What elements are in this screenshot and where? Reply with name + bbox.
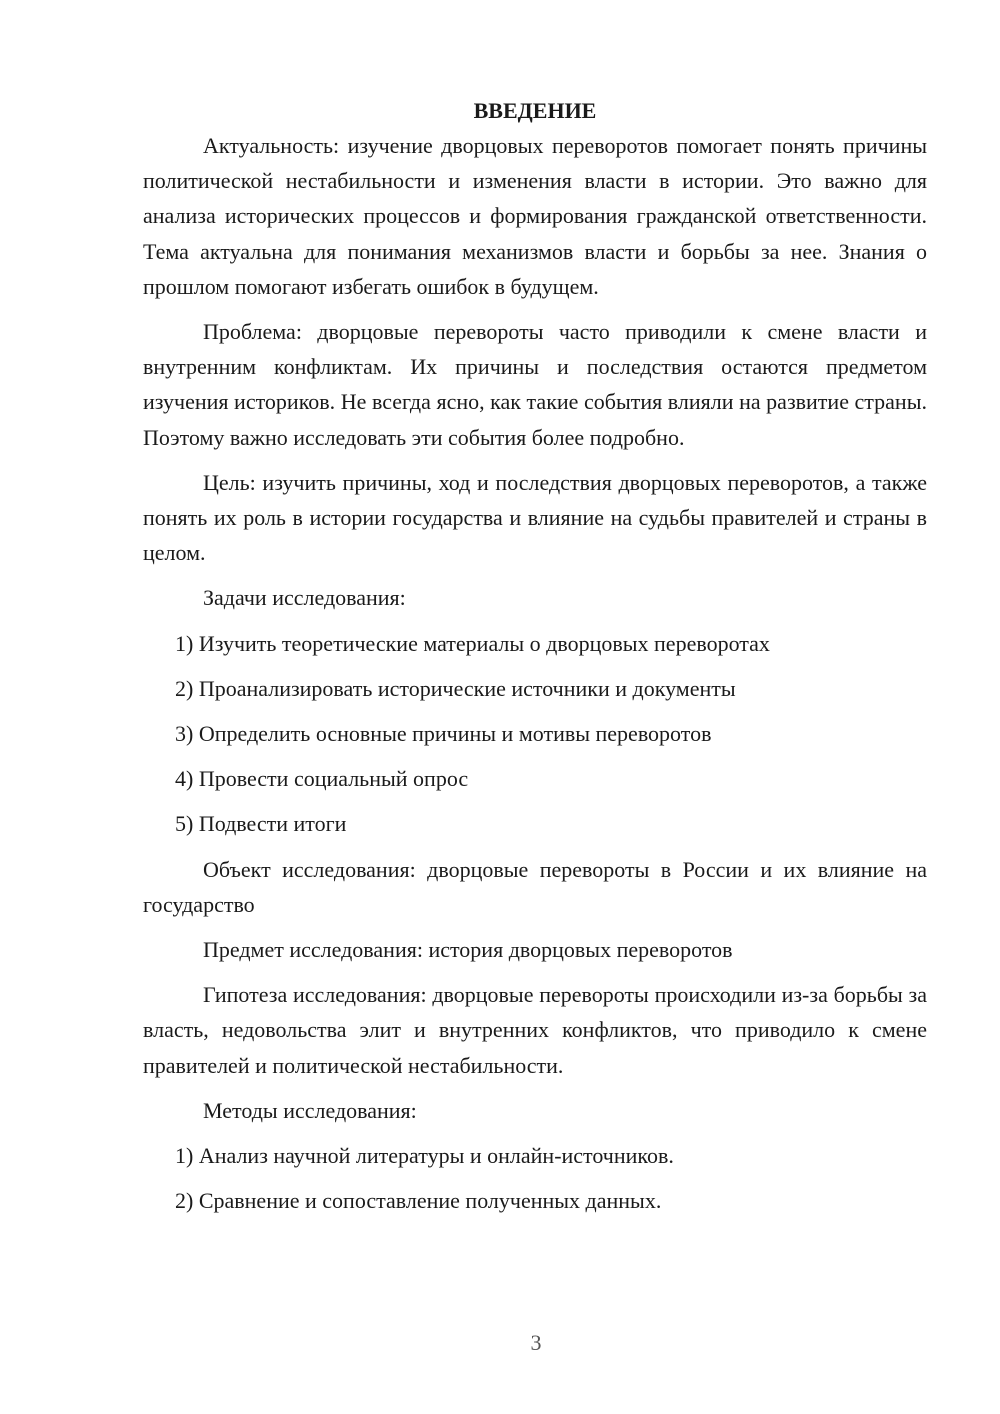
tasks-heading: Задачи исследования: xyxy=(203,585,406,611)
task-item: 4) Провести социальный опрос xyxy=(175,766,469,792)
paragraph-problem: Проблема: дворцовые перевороты часто приводили к смене власти и внутренним конфликтам. Их причины и последствия остаются предметом изучения историков. Не всегда ясно, как такие события влияли на развитие страны. Поэтому важно исследовать эти события более подробно. xyxy=(143,319,927,450)
paragraph-goal: Цель: изучить причины, ход и последствия дворцовых переворотов, а также понять их роль в истории государства и влияние на судьбы правителей и страны в целом. xyxy=(143,469,927,566)
task-item: 3) Определить основные причины и мотивы переворотов xyxy=(175,721,712,747)
methods-heading: Методы исследования: xyxy=(203,1097,417,1123)
page-title: ВВЕДЕНИЕ xyxy=(473,98,597,123)
paragraph-hypothesis: Гипотеза исследования: дворцовые перевороты происходили из-за борьбы за власть, недовольства элит и внутренних конфликтов, что приводило к смене правителей и политической нестабильности. xyxy=(143,982,927,1078)
task-item: 5) Подвести итоги xyxy=(175,811,347,837)
method-item: 1) Анализ научной литературы и онлайн-источников. xyxy=(175,1143,674,1169)
task-item: 2) Проанализировать исторические источники и документы xyxy=(175,675,736,701)
paragraph-subject: Предмет исследования: история дворцовых переворотов xyxy=(203,937,733,963)
paragraph-object: Объект исследования: дворцовые перевороты в России и их влияние на государство xyxy=(143,856,927,917)
paragraph-relevance: Актуальность: изучение дворцовых переворотов помогает понять причины политической нестабильности и изменения власти в истории. Это важно для анализа исторических процессов и формирования гражданской ответственности. Тема актуальна для понимания механизмов власти и борьбы за нее. Знания о прошлом помогают избегать ошибок в будущем. xyxy=(143,133,927,299)
document-page xyxy=(143,94,927,1218)
method-item: 2) Сравнение и сопоставление полученных данных. xyxy=(175,1188,662,1214)
page-number: 3 xyxy=(530,1330,542,1355)
task-item: 1) Изучить теоретические материалы о дворцовых переворотах xyxy=(175,630,770,656)
